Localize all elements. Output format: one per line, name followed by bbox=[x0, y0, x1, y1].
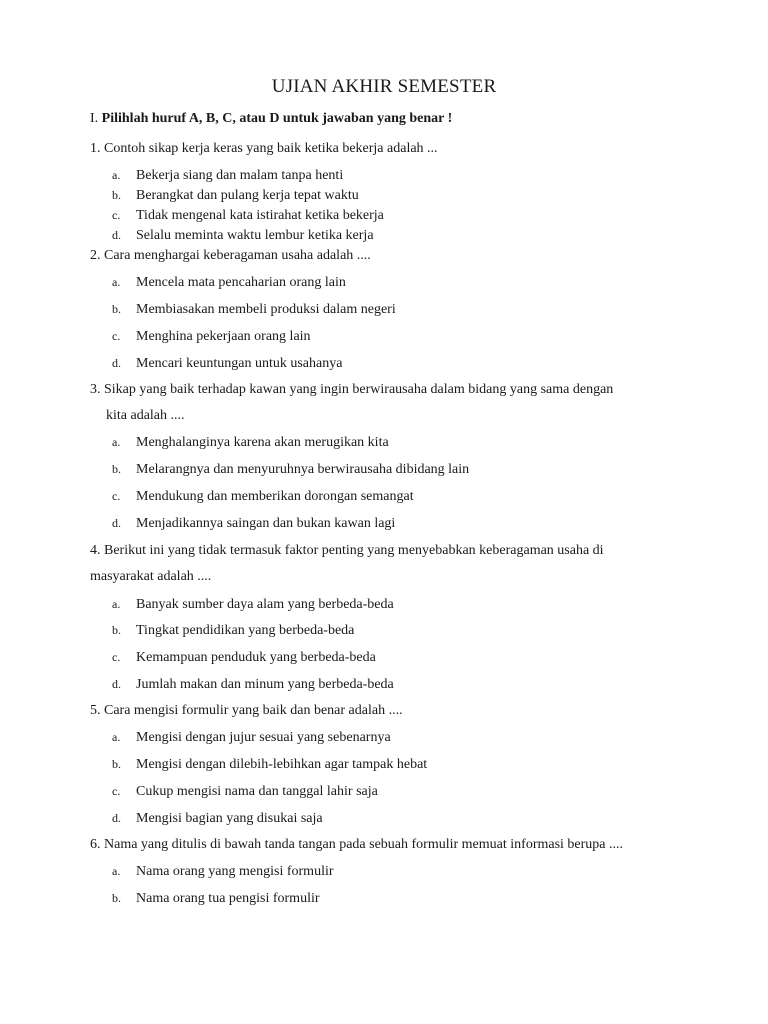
option-text: Jumlah makan dan minum yang berbeda-beda bbox=[136, 677, 394, 692]
question-5-option-a bbox=[112, 728, 391, 747]
section-instruction bbox=[90, 111, 452, 127]
option-text: Tidak mengenal kata istirahat ketika bekerja bbox=[136, 208, 384, 223]
question-3-line-2: kita adalah .... bbox=[106, 408, 185, 423]
question-4 bbox=[90, 538, 678, 590]
question-2-option-a bbox=[112, 273, 346, 292]
option-text: Mendukung dan memberikan dorongan semangat bbox=[136, 489, 414, 504]
question-4-option-a bbox=[112, 595, 394, 614]
question-5-option-d bbox=[112, 809, 323, 828]
option-letter: b. bbox=[112, 757, 121, 771]
question-3-option-d bbox=[112, 514, 395, 533]
option-letter: a. bbox=[112, 730, 121, 744]
option-text: Kemampuan penduduk yang berbeda-beda bbox=[136, 650, 376, 665]
question-1-option-a bbox=[112, 166, 343, 185]
option-text: Mengisi dengan dilebih-lebihkan agar tampak hebat bbox=[136, 757, 428, 772]
option-text: Bekerja siang dan malam tanpa henti bbox=[136, 168, 344, 183]
question-6: 6. Nama yang ditulis di bawah tanda tangan pada sebuah formulir memuat informasi berupa .... bbox=[90, 837, 624, 852]
option-letter: b. bbox=[112, 188, 121, 202]
question-4-option-b bbox=[112, 621, 354, 640]
question-2-option-b bbox=[112, 300, 396, 319]
option-letter: a. bbox=[112, 168, 121, 182]
option-text: Mengisi bagian yang disukai saja bbox=[136, 811, 323, 826]
option-text: Mencela mata pencaharian orang lain bbox=[136, 275, 346, 290]
option-text: Cukup mengisi nama dan tanggal lahir saja bbox=[136, 784, 378, 799]
question-2-option-d bbox=[112, 354, 342, 373]
option-text: Tingkat pendidikan yang berbeda-beda bbox=[136, 623, 355, 638]
question-1: 1. Contoh sikap kerja keras yang baik ketika bekerja adalah ... bbox=[90, 141, 438, 156]
option-text: Nama orang tua pengisi formulir bbox=[136, 891, 320, 906]
question-4-line-2: masyarakat adalah .... bbox=[90, 569, 212, 584]
option-text: Melarangnya dan menyuruhnya berwirausaha dibidang lain bbox=[136, 462, 470, 477]
page-title: UJIAN AKHIR SEMESTER bbox=[271, 76, 497, 97]
question-3-option-b bbox=[112, 460, 469, 479]
option-letter: b. bbox=[112, 462, 121, 476]
question-6-option-a bbox=[112, 862, 334, 881]
question-3-line-1: 3. Sikap yang baik terhadap kawan yang ingin berwirausaha dalam bidang yang sama dengan bbox=[90, 382, 614, 397]
option-letter: d. bbox=[112, 811, 121, 825]
question-3-option-a bbox=[112, 433, 389, 452]
option-letter: c. bbox=[112, 489, 121, 503]
option-letter: c. bbox=[112, 208, 121, 222]
option-text: Nama orang yang mengisi formulir bbox=[136, 864, 334, 879]
question-3 bbox=[90, 377, 678, 429]
option-text: Mencari keuntungan untuk usahanya bbox=[136, 356, 343, 371]
option-text: Menjadikannya saingan dan bukan kawan lagi bbox=[136, 516, 396, 531]
option-text: Membiasakan membeli produksi dalam negeri bbox=[136, 302, 396, 317]
question-6-option-b bbox=[112, 889, 320, 908]
option-letter: d. bbox=[112, 677, 121, 691]
question-1-option-b bbox=[112, 186, 359, 205]
option-letter: b. bbox=[112, 891, 121, 905]
option-letter: d. bbox=[112, 516, 121, 530]
option-letter: c. bbox=[112, 650, 121, 664]
option-text: Menghalanginya karena akan merugikan kita bbox=[136, 435, 389, 450]
question-2-option-c bbox=[112, 327, 311, 346]
option-letter: a. bbox=[112, 597, 121, 611]
option-text: Selalu meminta waktu lembur ketika kerja bbox=[136, 228, 374, 243]
option-text: Mengisi dengan jujur sesuai yang sebenarnya bbox=[136, 730, 391, 745]
option-text: Banyak sumber daya alam yang berbeda-beda bbox=[136, 597, 394, 612]
question-4-line-1: 4. Berikut ini yang tidak termasuk faktor penting yang menyebabkan keberagaman usaha di bbox=[90, 543, 604, 558]
section-instruction-text: Pilihlah huruf A, B, C, atau D untuk jawaban yang benar ! bbox=[101, 111, 453, 126]
section-number: I. bbox=[90, 111, 99, 126]
question-5-option-b bbox=[112, 755, 427, 774]
option-letter: a. bbox=[112, 275, 121, 289]
option-letter: a. bbox=[112, 864, 121, 878]
question-3-option-c bbox=[112, 487, 414, 506]
option-letter: b. bbox=[112, 623, 121, 637]
option-text: Menghina pekerjaan orang lain bbox=[136, 329, 311, 344]
option-letter: d. bbox=[112, 228, 121, 242]
question-4-option-c bbox=[112, 648, 376, 667]
option-letter: a. bbox=[112, 435, 121, 449]
question-5-option-c bbox=[112, 782, 378, 801]
option-letter: c. bbox=[112, 329, 121, 343]
question-2: 2. Cara menghargai keberagaman usaha adalah .... bbox=[90, 248, 371, 263]
option-text: Berangkat dan pulang kerja tepat waktu bbox=[136, 188, 359, 203]
option-letter: d. bbox=[112, 356, 121, 370]
question-5: 5. Cara mengisi formulir yang baik dan benar adalah .... bbox=[90, 703, 403, 718]
option-letter: b. bbox=[112, 302, 121, 316]
question-1-option-c bbox=[112, 206, 384, 225]
question-4-option-d bbox=[112, 675, 394, 694]
option-letter: c. bbox=[112, 784, 121, 798]
